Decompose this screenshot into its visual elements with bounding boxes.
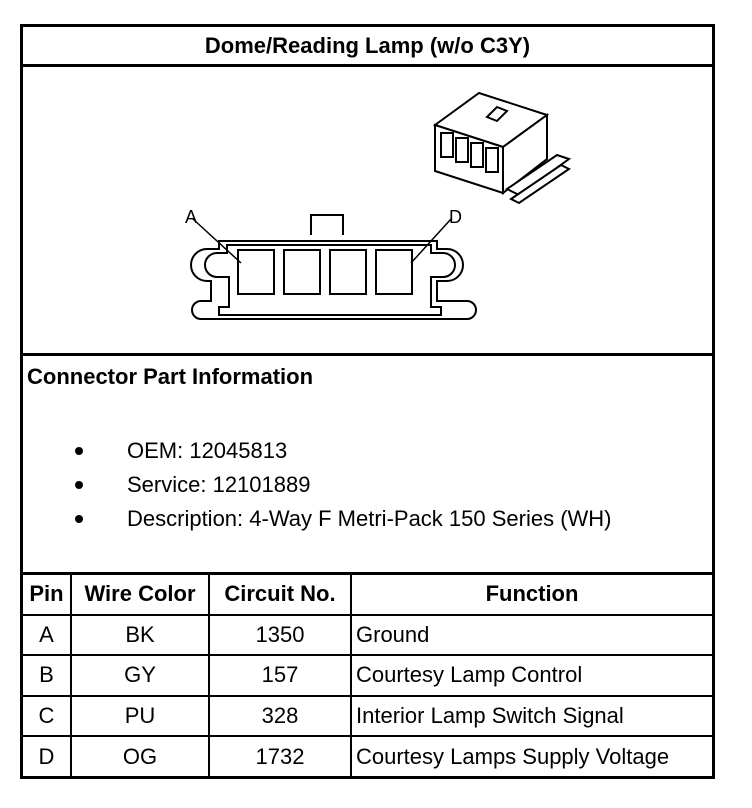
cell-circuit-no: 157: [209, 655, 351, 696]
bullet-dot-icon: [75, 481, 83, 489]
pin-cavity-d: [376, 250, 412, 294]
cell-circuit-no: 1732: [209, 736, 351, 776]
connector-sheet: [20, 24, 715, 779]
page-title: Dome/Reading Lamp (w/o C3Y): [23, 27, 712, 67]
pin-label-a: A: [185, 207, 198, 227]
connector-isometric-icon: [435, 93, 569, 203]
table-row: [23, 696, 712, 737]
bullet-dot-icon: [75, 515, 83, 523]
pin-cavities: [238, 250, 412, 294]
connector-part-info: [23, 356, 712, 575]
connector-drawing: [23, 67, 712, 353]
header-circuit-no: Circuit No.: [209, 575, 351, 615]
cell-pin: D: [23, 736, 71, 776]
info-heading: Connector Part Information: [27, 364, 314, 389]
service-number: Service: 12101889: [127, 472, 311, 497]
connector-description: Description: 4-Way F Metri-Pack 150 Series (WH): [127, 506, 612, 531]
cell-function: Interior Lamp Switch Signal: [351, 696, 712, 737]
table-header-row: [23, 575, 712, 615]
header-pin: Pin: [23, 575, 71, 615]
header-function: Function: [351, 575, 712, 615]
pin-cavity-c: [330, 250, 366, 294]
cell-wire-color: GY: [71, 655, 209, 696]
cell-pin: C: [23, 696, 71, 737]
pinout-table: [23, 575, 712, 776]
cell-wire-color: PU: [71, 696, 209, 737]
cell-wire-color: OG: [71, 736, 209, 776]
table-row: [23, 655, 712, 696]
pin-label-d: D: [449, 207, 462, 227]
table-row: [23, 615, 712, 656]
header-wire-color: Wire Color: [71, 575, 209, 615]
cell-wire-color: BK: [71, 615, 209, 656]
cell-circuit-no: 1350: [209, 615, 351, 656]
oem-number: OEM: 12045813: [127, 438, 288, 463]
cell-circuit-no: 328: [209, 696, 351, 737]
cell-pin: B: [23, 655, 71, 696]
cell-function: Ground: [351, 615, 712, 656]
connector-diagram: [23, 67, 712, 356]
pin-cavity-b: [284, 250, 320, 294]
cell-function: Courtesy Lamps Supply Voltage: [351, 736, 712, 776]
pin-cavity-a: [238, 250, 274, 294]
cell-pin: A: [23, 615, 71, 656]
cell-function: Courtesy Lamp Control: [351, 655, 712, 696]
bullet-dot-icon: [75, 447, 83, 455]
table-row: [23, 736, 712, 776]
